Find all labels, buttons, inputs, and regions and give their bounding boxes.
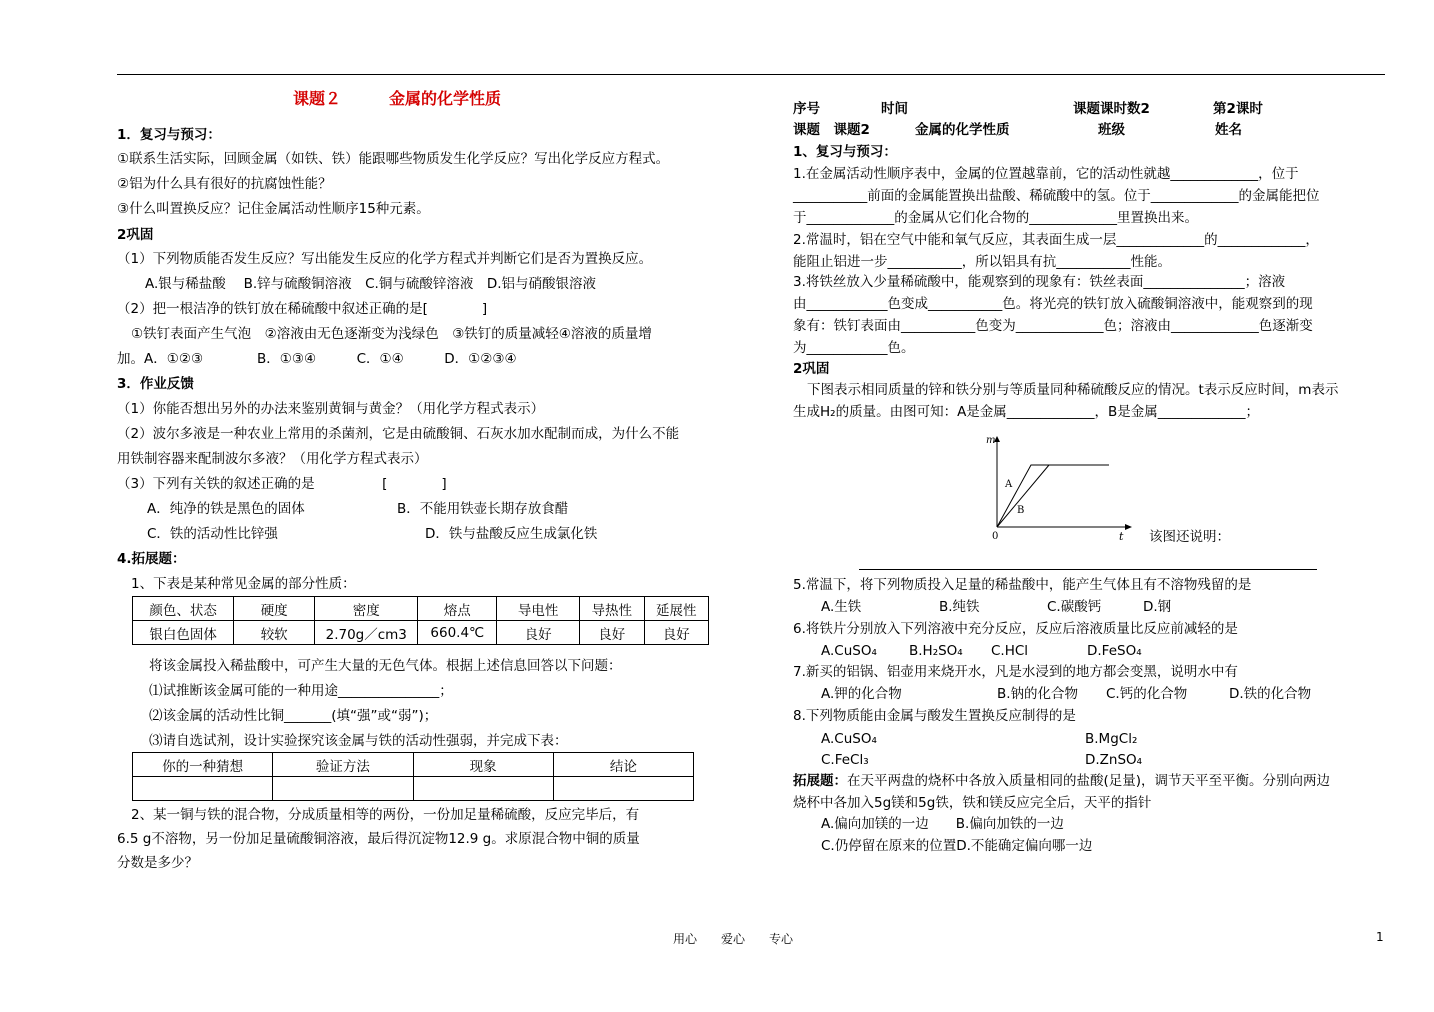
table-cell: 良好 (644, 621, 709, 645)
curve-b-label: B (1017, 505, 1025, 516)
table-header: 硬度 (234, 597, 315, 621)
table-cell: 良好 (497, 621, 580, 645)
header-label: 班级 (1098, 122, 1125, 138)
section-consolidate: 2巩固 (793, 361, 830, 377)
question-text: 能阻止铝进一步___________，所以铝具有抗___________性能。 (793, 254, 1171, 270)
sub-question: ⑴试推断该金属可能的一种用途_______________； (149, 683, 453, 699)
question-text: 1、下表是某种常见金属的部分性质： (131, 576, 356, 592)
question-text: 为____________色。 (793, 340, 915, 356)
option-b: B.钠的化合物 (997, 686, 1079, 702)
question-text: 8.下列物质能由金属与酸发生置换反应制得的是 (793, 708, 1076, 724)
table-header: 熔点 (418, 597, 497, 621)
option-d: D．铁与盐酸反应生成氯化铁 (425, 526, 598, 542)
table-cell (273, 777, 413, 801)
table-header: 结论 (553, 753, 693, 777)
option-a: A.CuSO₄ (821, 643, 877, 659)
footer-text: 用心 爱心 专心 (673, 932, 794, 946)
question-text: （2）把一根洁净的铁钉放在稀硫酸中叙述正确的是[ ] (117, 301, 488, 317)
top-rule (117, 74, 1385, 75)
header-label: 课题 课题2 (793, 122, 870, 138)
option-b: B．不能用铁壶长期存放食醋 (397, 501, 569, 517)
question-text: 2、某一铜与铁的混合物，分成质量相等的两份，一份加足量稀硫酸，反应完毕后，有 (131, 807, 640, 823)
question-text: （1）你能否想出另外的办法来鉴别黄铜与黄金？（用化学方程式表示） (117, 401, 545, 417)
question-text: 用铁制容器来配制波尔多液？（用化学方程式表示） (117, 451, 428, 467)
option-a: A.生铁 (821, 599, 862, 615)
option-d: D.ZnSO₄ (1085, 752, 1143, 768)
option-c: C.FeCl₃ (821, 752, 869, 768)
extension-text: 在天平两盘的烧杯中各放入质量相同的盐酸(足量)，调节天平至平衡。分别向两边 (847, 773, 1331, 789)
header-label: 时间 (881, 101, 908, 117)
question-text: 将该金属投入稀盐酸中，可产生大量的无色气体。根据上述信息回答以下问题： (149, 658, 622, 674)
table-cell: 银白色固体 (133, 621, 234, 645)
header-label: 姓名 (1215, 122, 1242, 138)
table-header: 导热性 (580, 597, 644, 621)
page-number: 1 (1376, 930, 1384, 944)
option-c: C.HCl (991, 643, 1029, 659)
question-options: 加。A．①②③ B．①③④ C．①④ D．①②③④ (117, 351, 517, 367)
section-review: 1、复习与预习： (793, 144, 897, 160)
question-text: 象有：铁钉表面由___________色变为_____________色；溶液由_____________色逐渐变 (793, 318, 1313, 334)
question-text: ③什么叫置换反应？记住金属活动性顺序15种元素。 (117, 201, 430, 217)
question-text: （3）下列有关铁的叙述正确的是 [ ] (117, 476, 447, 492)
question-text: 由____________色变成___________色。将光亮的铁钉放入硫酸铜溶液中，能观察到的现 (793, 296, 1313, 312)
curve-b (997, 465, 1049, 527)
option-b: B.MgCl₂ (1085, 731, 1138, 747)
question-text: 6.将铁片分别放入下列溶液中充分反应，反应后溶液质量比反应前减轻的是 (793, 621, 1238, 637)
table-cell: 较软 (234, 621, 315, 645)
table-cell: 660.4℃ (418, 621, 497, 645)
option-d: D.钢 (1143, 599, 1172, 615)
question-text: （1）下列物质能否发生反应？写出能发生反应的化学方程式并判断它们是否为置换反应。 (117, 251, 653, 267)
question-text: ②铝为什么具有很好的抗腐蚀性能？ (117, 176, 332, 192)
curve-a-label: A (1005, 479, 1013, 490)
question-text: 6.5 g不溶物，另一份加足量硫酸铜溶液，最后得沉淀物12.9 g。求原混合物中铜的质量 (117, 831, 640, 847)
graph-note: 该图还说明： (1149, 529, 1230, 545)
question-text: 生成H₂的质量。由图可知：A是金属_____________，B是金属_____________； (793, 404, 1260, 420)
question-text: 5.常温下，将下列物质投入足量的稀盐酸中，能产生气体且有不溶物残留的是 (793, 577, 1252, 593)
x-axis-label: t (1119, 530, 1124, 543)
question-text: 1.在金属活动性顺序表中，金属的位置越靠前，它的活动性就越_____________，位于 (793, 166, 1299, 182)
options-row: C.仍停留在原来的位置D.不能确定偏向哪一边 (821, 838, 1093, 854)
table-cell (133, 777, 273, 801)
option-b: B.纯铁 (939, 599, 980, 615)
section-review: 1．复习与预习： (117, 127, 221, 143)
question-options: ①铁钉表面产生气泡 ②溶液由无色逐渐变为浅绿色 ③铁钉的质量减轻④溶液的质量增 (131, 326, 652, 342)
options-row: A.偏向加镁的一边 B.偏向加铁的一边 (821, 816, 1064, 832)
x-axis-arrow (1125, 524, 1132, 530)
option-a: A.钾的化合物 (821, 686, 902, 702)
option-c: C．铁的活动性比锌强 (147, 526, 278, 542)
experiment-table (132, 752, 694, 801)
extension-question (793, 772, 1330, 790)
extension-label: 拓展题： (793, 773, 847, 789)
table-cell: 良好 (580, 621, 644, 645)
header-label: 序号 (793, 101, 820, 117)
section-feedback: 3．作业反馈 (117, 376, 194, 392)
table-header: 你的一种猜想 (133, 753, 273, 777)
sub-question: ⑶请自选试剂，设计实验探究该金属与铁的活动性强弱，并完成下表： (149, 733, 568, 749)
option-a: A．纯净的铁是黑色的固体 (147, 501, 305, 517)
y-axis-label: m (986, 435, 996, 446)
question-text: 2.常温时，铝在空气中能和氧气反应，其表面生成一层_____________的_____________， (793, 232, 1319, 248)
metal-properties-table (132, 596, 709, 645)
option-d: D.FeSO₄ (1087, 643, 1142, 659)
header-label: 课题课时数2 (1073, 101, 1150, 117)
table-header: 验证方法 (273, 753, 413, 777)
option-c: C.碳酸钙 (1047, 599, 1102, 615)
question-text: 7.新买的铝锅、铝壶用来烧开水，凡是水浸到的地方都会变黑，说明水中有 (793, 664, 1238, 680)
section-extension: 4.拓展题： (117, 551, 186, 567)
section-consolidate: 2巩固 (117, 227, 154, 243)
header-label: 第2课时 (1213, 101, 1263, 117)
table-header: 密度 (315, 597, 418, 621)
option-a: A.CuSO₄ (821, 731, 877, 747)
question-text: （2）波尔多液是一种农业上常用的杀菌剂，它是由硫酸铜、石灰水加水配制而成，为什么不能 (117, 426, 680, 442)
header-label: 金属的化学性质 (915, 122, 1010, 138)
origin-label: 0 (992, 531, 999, 542)
reaction-graph (979, 432, 1139, 544)
question-text: 下图表示相同质量的锌和铁分别与等质量同种稀硫酸反应的情况。t表示反应时间，m表示 (807, 382, 1339, 398)
option-b: B.H₂SO₄ (909, 643, 963, 659)
question-text: ①联系生活实际，回顾金属（如铁、铁）能跟哪些物质发生化学反应？写出化学反应方程式。 (117, 151, 670, 167)
table-header: 导电性 (497, 597, 580, 621)
table-header: 延展性 (644, 597, 709, 621)
table-cell (553, 777, 693, 801)
question-text: 分数是多少？ (117, 855, 198, 871)
question-text: ___________前面的金属能置换出盐酸、稀硫酸中的氢。位于_____________的金属能把位 (793, 188, 1320, 204)
question-text: 于_____________的金属从它们化合物的_____________里置换出来。 (793, 210, 1198, 226)
table-header: 现象 (413, 753, 553, 777)
table-header: 颜色、状态 (133, 597, 234, 621)
question-text: 烧杯中各加入5g镁和5g铁，铁和镁反应完全后，天平的指针 (793, 795, 1152, 811)
question-options: A.银与稀盐酸 B.锌与硫酸铜溶液 C.铜与硫酸锌溶液 D.铝与硝酸银溶液 (145, 276, 597, 292)
answer-line (859, 569, 1317, 570)
page-title: 课题２ 金属的化学性质 (293, 89, 502, 108)
sub-question: ⑵该金属的活动性比铜_______(填“强”或“弱”)； (149, 708, 438, 724)
table-cell (413, 777, 553, 801)
option-c: C.钙的化合物 (1106, 686, 1188, 702)
curve-a (997, 465, 1109, 527)
table-cell: 2.70g／cm3 (315, 621, 418, 645)
option-d: D.铁的化合物 (1229, 686, 1312, 702)
question-text: 3.将铁丝放入少量稀硫酸中，能观察到的现象有：铁丝表面_______________；溶液 (793, 274, 1286, 290)
